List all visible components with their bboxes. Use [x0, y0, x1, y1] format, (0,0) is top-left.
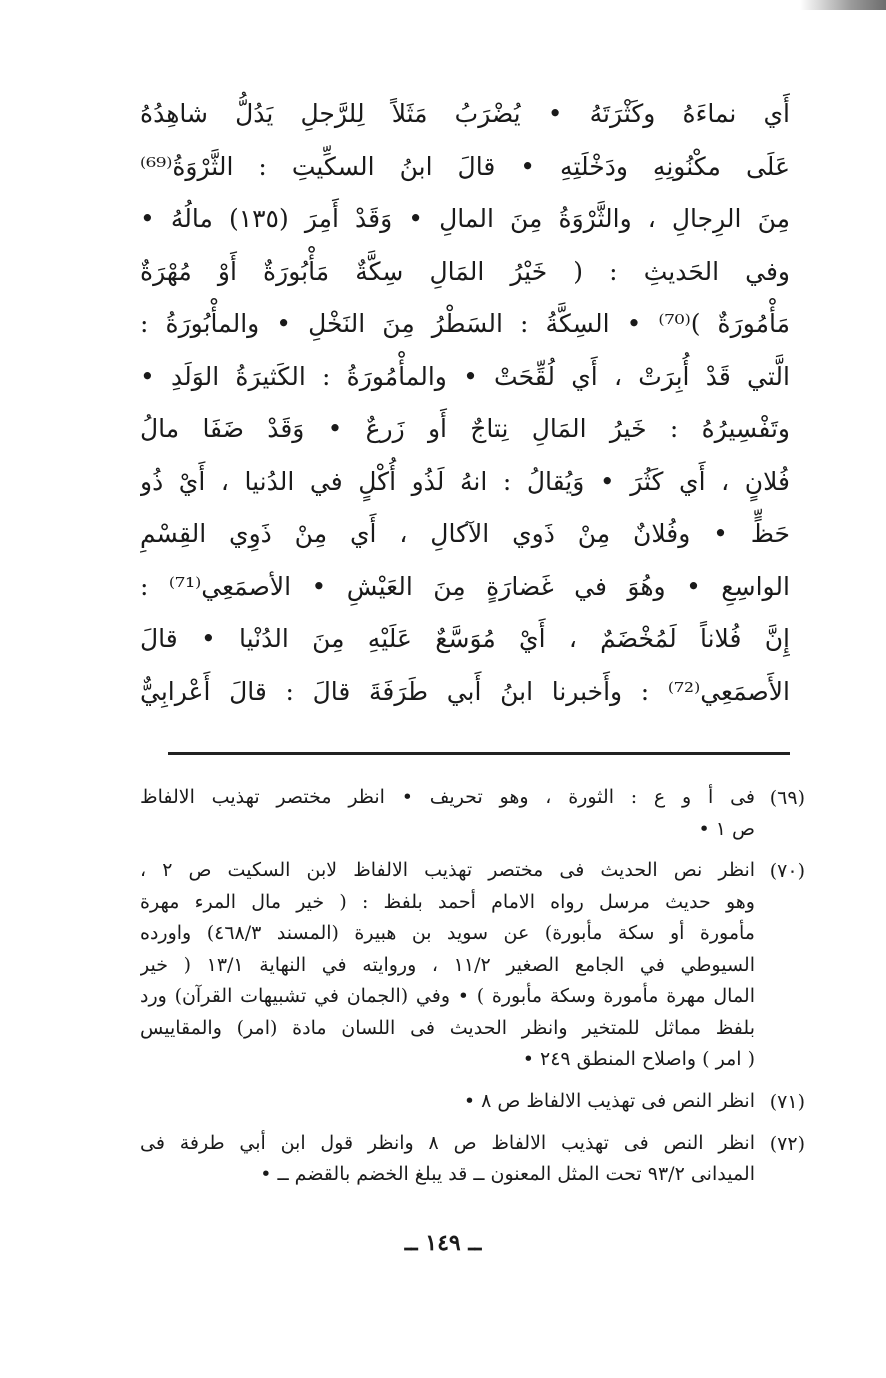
footnote-separator — [168, 752, 790, 755]
footnote-line: الميدانى ٩٣/٢ تحت المثل المعنون ــ قد يبلغ الخضم بالقضم ــ • — [260, 1163, 755, 1185]
footnote-line: السيوطي في الجامع الصغير ١١/٢ ، وروايته في النهاية ١٣/١ ( خير — [140, 953, 755, 976]
text-line: وفي الحَديثِ : ( خَيْرُ المَالِ سِكَّةٌ مَأْبُورَةٌ أَوْ مُهْرَةٌ — [140, 256, 790, 286]
footnote-text — [140, 782, 755, 845]
footnote-text — [140, 1086, 755, 1118]
scan-edge-mark — [800, 0, 886, 10]
text-line: مِنَ الرِجالِ ، والثَّرْوَةُ مِنَ المالِ • وَقَدْ أَمِرَ (١٣٥) مالُهُ • — [140, 204, 790, 233]
footnote-line: وهو حديث مرسل رواه الامام أحمد بلفظ : ( خير مال المرء مهرة — [140, 890, 755, 913]
text-line: عَلَى مكْنُونِهِ ودَخْلَتِهِ • قالَ ابنُ السكِّيتِ : الثَّرْوَةُ⁽⁶⁹⁾ — [140, 151, 790, 181]
footnote-line: المال مهرة مأمورة وسكة مأبورة ) • وفي (الجمان في تشبيهات القرآن) ورد — [140, 985, 755, 1007]
text-line: وتَفْسِيرُهُ : خَيرُ المَالِ نِتاجٌ أَو زَرعٌ • وَقَدْ ضَفَا مالُ — [140, 414, 790, 443]
text-line: إِنَّ فُلاناً لَمُخْضَمٌ ، أَيْ مُوَسَّعٌ عَلَيْهِ مِنَ الدُنْيا • قالَ — [140, 624, 790, 653]
footnote-69 — [140, 782, 805, 845]
main-text-block — [140, 88, 790, 718]
footnote-text — [140, 855, 755, 1076]
footnote-72 — [140, 1128, 805, 1191]
text-line: الَّتي قَدْ أُبِرَتْ ، أَي لُقِّحَتْ • والمأْمُورَةُ : الكَثيرَةُ الوَلَدِ • — [140, 361, 790, 391]
footnote-line: انظر النص فى تهذيب الالفاظ ص ٨ • — [463, 1089, 755, 1112]
footnote-line: ( امر ) واصلاح المنطق ٢٤٩ • — [522, 1048, 755, 1070]
text-line: مَأْمُورَةٌ )⁽⁷⁰⁾ • السِكَّةُ : السَطْرُ مِنَ النَخْلِ • والمأْبُورَةُ : — [140, 309, 790, 338]
footnote-line: انظر نص الحديث فى مختصر تهذيب الالفاظ لابن السكيت ص ٢ ، — [140, 859, 755, 881]
footnote-number: (٧١) — [769, 1090, 805, 1113]
text-line: الواسِعِ • وهُوَ في غَضارَةٍ مِنَ العَيْشِ • الأصمَعِي⁽⁷¹⁾ : — [140, 571, 790, 601]
footnote-line: بلفظ مماثل للمتخير وانظر الحديث فى اللسان مادة (امر) والمقاييس — [140, 1016, 755, 1039]
footnote-number: (٦٩) — [769, 787, 805, 809]
footnote-number: (٧٢) — [769, 1132, 805, 1155]
text-line: فُلانٍ ، أَي كَثُرَ • وَيُقالُ : انهُ لَذُو أُكْلٍ في الدُنيا ، أَيْ ذُو — [140, 466, 790, 496]
page-number: ــ ١٤٩ ــ — [404, 1230, 482, 1256]
text-line: الأَصمَعِي⁽⁷²⁾ : وأَخبرنا ابنُ أَبي طَرَفَةَ قالَ : قالَ أَعْرابِيٌّ — [140, 676, 790, 706]
footnote-line: انظر النص فى تهذيب الالفاظ ص ٨ وانظر قول ابن أبي طرفة فى — [140, 1131, 755, 1154]
footnote-text — [140, 1128, 755, 1191]
footnote-70 — [140, 855, 805, 1076]
footnote-line: ص ١ • — [698, 817, 755, 840]
footnotes — [140, 782, 805, 1201]
footnote-line: فى أ و ع : الثورة ، وهو تحريف • انظر مختصر تهذيب الالفاظ — [140, 786, 755, 808]
footnote-71 — [140, 1086, 805, 1118]
footnote-number: (٧٠) — [769, 860, 805, 882]
text-line: أَي نماءَهُ وكَثْرَتَهُ • يُضْرَبُ مَثَلاً لِلرَّجلِ يَدُلُّ شاهِدُهُ — [140, 99, 790, 128]
text-line: حَظٍّ • وفُلانٌ مِنْ ذَوي الآكالِ ، أَي مِنْ ذَوِي القِسْمِ — [140, 519, 790, 548]
footnote-line: مأمورة أو سكة مأبورة) عن سويد بن هبيرة (المسند ٤٦٨/٣) واورده — [140, 922, 755, 944]
